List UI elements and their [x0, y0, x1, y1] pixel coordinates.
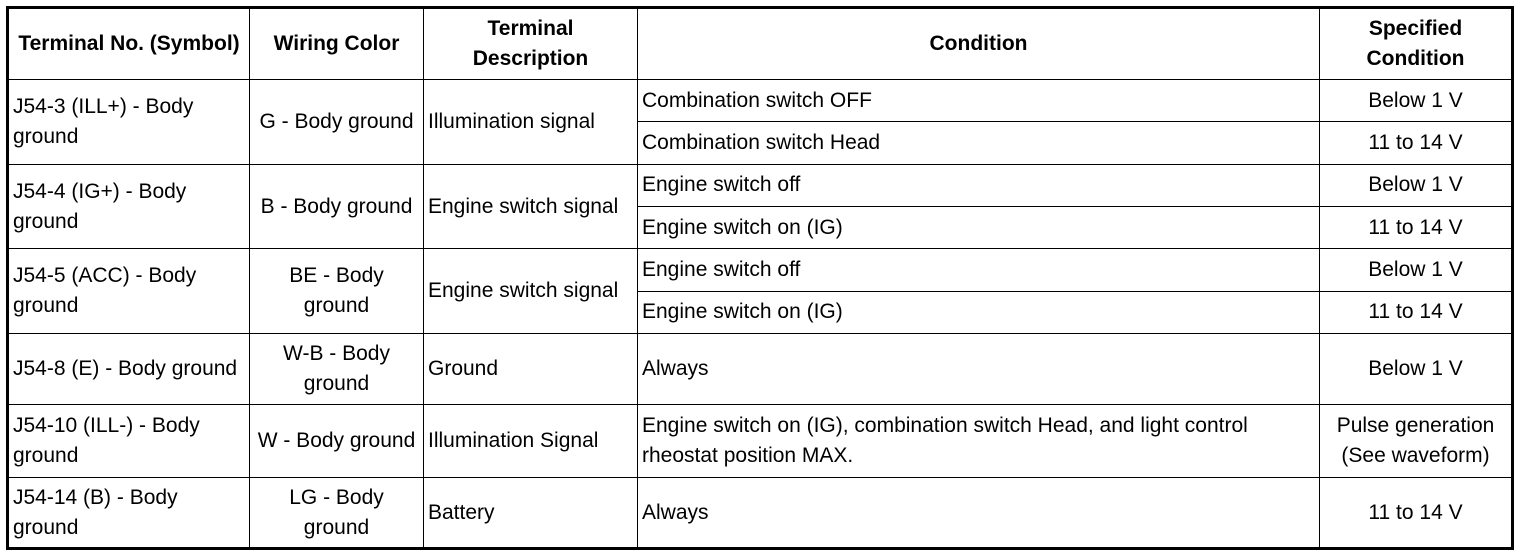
- condition-cell: Always: [638, 478, 1320, 549]
- condition-cell: Engine switch on (IG), combination switch Head, and light control rheostat position MAX.: [638, 404, 1320, 478]
- description-cell: Battery: [424, 478, 638, 549]
- header-condition: Condition: [638, 8, 1320, 80]
- terminal-cell: J54-5 (ACC) - Body ground: [8, 249, 250, 334]
- condition-cell: Engine switch on (IG): [638, 291, 1320, 333]
- condition-cell: Engine switch off: [638, 249, 1320, 291]
- header-wiring-color: Wiring Color: [250, 8, 424, 80]
- description-cell: Ground: [424, 334, 638, 405]
- header-row: [8, 8, 1513, 80]
- wiring-color-cell: BE - Body ground: [250, 249, 424, 334]
- specified-condition-cell: Below 1 V: [1320, 80, 1513, 122]
- table-row: [8, 334, 1513, 405]
- condition-cell: Always: [638, 334, 1320, 405]
- specified-condition-cell: 11 to 14 V: [1320, 291, 1513, 333]
- wiring-color-cell: B - Body ground: [250, 164, 424, 249]
- header-specified-condition: Specified Condition: [1320, 8, 1513, 80]
- table-row: [8, 164, 1513, 206]
- condition-cell: Combination switch OFF: [638, 80, 1320, 122]
- specified-condition-cell: 11 to 14 V: [1320, 478, 1513, 549]
- specified-condition-cell: 11 to 14 V: [1320, 122, 1513, 164]
- condition-cell: Engine switch off: [638, 164, 1320, 206]
- header-terminal-description: Terminal Description: [424, 8, 638, 80]
- terminal-cell: J54-3 (ILL+) - Body ground: [8, 80, 250, 165]
- wiring-color-cell: W-B - Body ground: [250, 334, 424, 405]
- description-cell: Engine switch signal: [424, 164, 638, 249]
- terminal-cell: J54-14 (B) - Body ground: [8, 478, 250, 549]
- specified-condition-cell: Below 1 V: [1320, 164, 1513, 206]
- table-row: [8, 80, 1513, 122]
- wiring-color-cell: W - Body ground: [250, 404, 424, 478]
- specified-condition-cell: Below 1 V: [1320, 249, 1513, 291]
- condition-cell: Engine switch on (IG): [638, 207, 1320, 249]
- description-cell: Engine switch signal: [424, 249, 638, 334]
- wiring-color-cell: G - Body ground: [250, 80, 424, 165]
- specified-condition-cell: 11 to 14 V: [1320, 207, 1513, 249]
- terminal-cell: J54-8 (E) - Body ground: [8, 334, 250, 405]
- terminal-specification-table: [6, 6, 1514, 550]
- table-row: [8, 478, 1513, 549]
- description-cell: Illumination Signal: [424, 404, 638, 478]
- header-terminal-no: Terminal No. (Symbol): [8, 8, 250, 80]
- wiring-color-cell: LG - Body ground: [250, 478, 424, 549]
- specified-condition-cell: Below 1 V: [1320, 334, 1513, 405]
- terminal-cell: J54-4 (IG+) - Body ground: [8, 164, 250, 249]
- condition-cell: Combination switch Head: [638, 122, 1320, 164]
- description-cell: Illumination signal: [424, 80, 638, 165]
- table-row: [8, 404, 1513, 478]
- terminal-cell: J54-10 (ILL-) - Body ground: [8, 404, 250, 478]
- specified-condition-cell: Pulse generation (See waveform): [1320, 404, 1513, 478]
- table-row: [8, 249, 1513, 291]
